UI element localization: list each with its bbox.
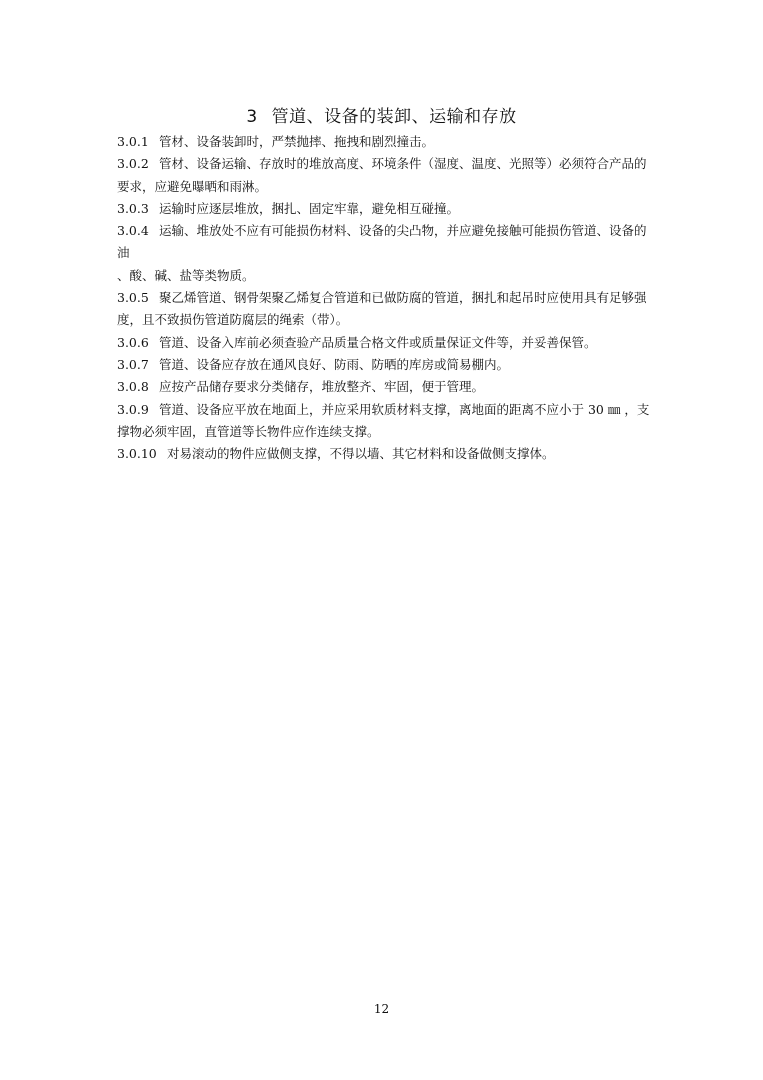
clause-text: 运输时应逐层堆放，捆扎、固定牢靠，避免相互碰撞。	[159, 200, 460, 216]
clause-text: 聚乙烯管道、钢骨架聚乙烯复合管道和已做防腐的管道，捆扎和起吊时应使用具有足够强度，且不致损伤管道防腐层的绳索（带）。	[117, 290, 647, 328]
clause-text: 管材、设备装卸时，严禁抛摔、拖拽和剧烈撞击。	[159, 134, 435, 149]
clause-3-0-3	[117, 198, 657, 220]
clause-3-0-7	[117, 354, 657, 376]
clause-text: 管材、设备运输、存放时的堆放高度、环境条件（湿度、温度、光照等）必须符合产品的要求，应避免曝晒和雨淋。	[117, 156, 647, 194]
clause-3-0-6	[117, 332, 657, 354]
chapter-title-text: 管道、设备的装卸、运输和存放	[271, 107, 517, 127]
clause-text: 、酸、碱、盐等类物质。	[117, 267, 255, 283]
clause-3-0-8	[117, 376, 657, 398]
page-number: 12	[373, 1002, 390, 1016]
clause-number: 3.0.4	[117, 223, 149, 239]
clause-3-0-9	[117, 399, 657, 444]
clause-text: 运输、堆放处不应有可能损伤材料、设备的尖凸物，并应避免接触可能损伤管道、设备的油	[117, 223, 647, 261]
clause-number: 3.0.7	[117, 356, 149, 372]
clause-3-0-5	[117, 287, 657, 332]
clause-number: 3.0.5	[117, 290, 149, 306]
clause-number: 3.0.2	[117, 156, 149, 172]
clause-3-0-10	[117, 443, 657, 465]
clause-3-0-4	[117, 220, 657, 265]
clause-list	[117, 131, 657, 465]
chapter-title	[0, 102, 763, 127]
clause-number: 3.0.8	[117, 379, 149, 395]
clause-text: 管道、设备应平放在地面上，并应采用软质材料支撑，离地面的距离不应小于 30 ㎜ ，支撑物必须牢固，直管道等长物件应作连续支撑。	[117, 401, 650, 439]
clause-3-0-4-continued	[117, 265, 657, 287]
clause-number: 3.0.10	[117, 446, 157, 462]
clause-text: 管道、设备入库前必须查验产品质量合格文件或质量保证文件等，并妥善保管。	[159, 334, 597, 350]
clause-number: 3.0.1	[117, 134, 149, 149]
clause-3-0-2	[117, 153, 657, 198]
clause-number: 3.0.9	[117, 401, 149, 417]
clause-text: 对易滚动的物件应做侧支撑，不得以墙、其它材料和设备做侧支撑体。	[167, 446, 555, 462]
clause-text: 应按产品储存要求分类储存，堆放整齐、牢固，便于管理。	[159, 379, 485, 395]
chapter-number: 3	[246, 107, 258, 127]
clause-number: 3.0.6	[117, 334, 149, 350]
clause-3-0-1	[117, 131, 657, 153]
clause-number: 3.0.3	[117, 200, 149, 216]
clause-text: 管道、设备应存放在通风良好、防雨、防晒的库房或简易棚内。	[159, 356, 510, 372]
